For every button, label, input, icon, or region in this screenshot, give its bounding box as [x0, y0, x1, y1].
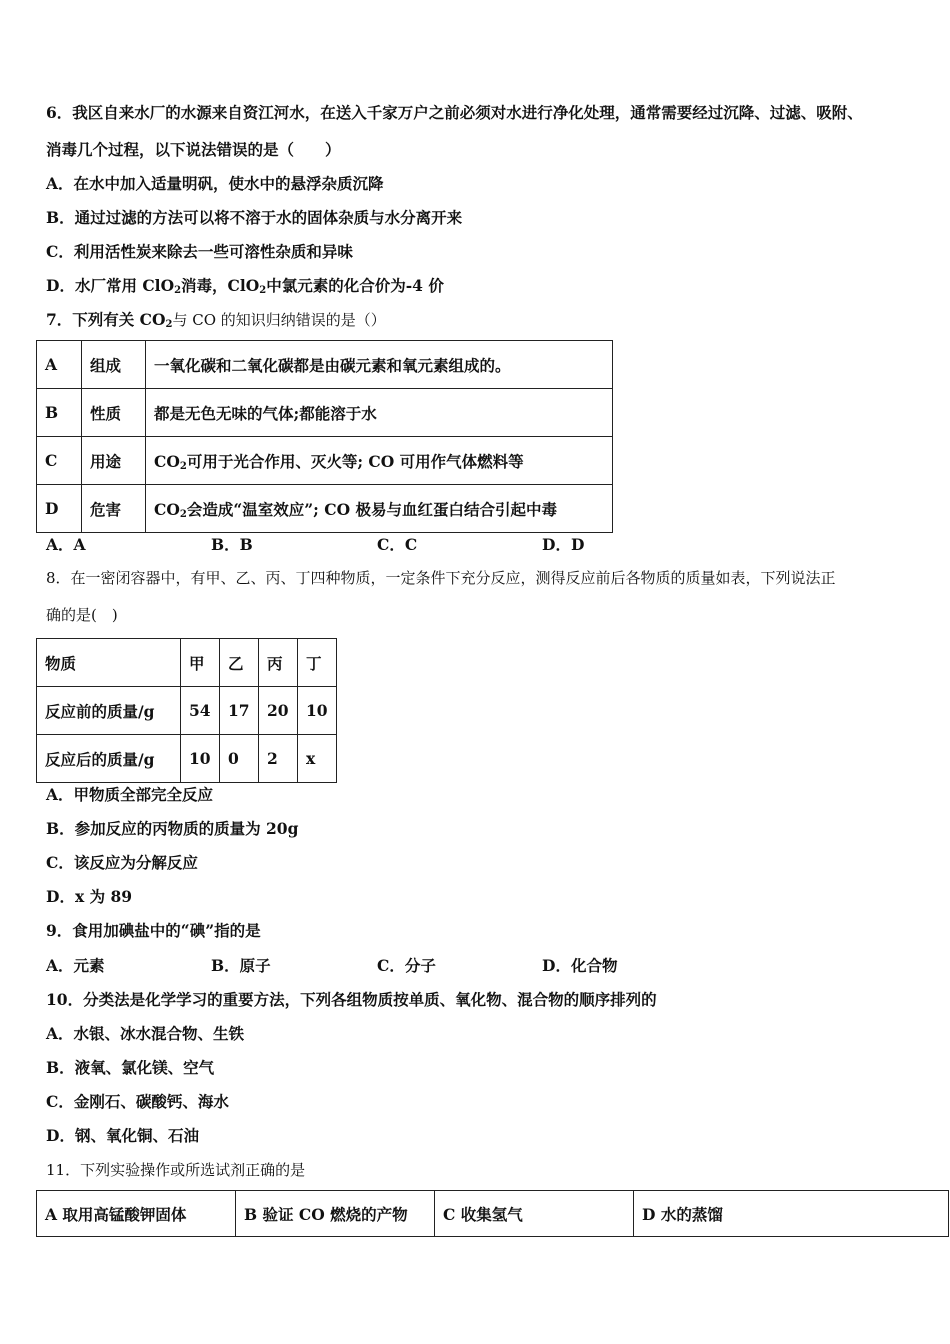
- q8-cell: 54: [181, 687, 220, 735]
- q8-cell: 物质: [37, 639, 181, 687]
- q8-option-b: B．参加反应的丙物质的质量为 20g: [46, 819, 299, 838]
- q7-row-content: 都是无色无味的气体;都能溶于水: [146, 389, 613, 437]
- q11-header-b: B 验证 CO 燃烧的产物: [236, 1191, 435, 1237]
- q6-option-d: D．水厂常用 ClO$_2$消毒，ClO$_2$中氯元素的化合价为-4 价: [46, 276, 444, 296]
- q8-cell: 10: [181, 735, 220, 783]
- q9-option-c: C．分子: [377, 956, 436, 975]
- q7-row-content: 一氧化碳和二氧化碳都是由碳元素和氧元素组成的。: [146, 341, 613, 389]
- q7-row-b: [37, 389, 613, 437]
- q7-stem: 7．下列有关 $CO_2$与 CO 的知识归纳错误的是（）: [46, 310, 386, 330]
- q10-stem: 10．分类法是化学学习的重要方法，下列各组物质按单质、氧化物、混合物的顺序排列的: [46, 990, 657, 1009]
- q6-stem-line2: 消毒几个过程，以下说法错误的是（ ）: [46, 140, 341, 159]
- q8-cell: x: [298, 735, 337, 783]
- q8-cell: 甲: [181, 639, 220, 687]
- q7-option-d: D．D: [542, 535, 585, 554]
- q8-cell: 丙: [259, 639, 298, 687]
- q8-stem-line1: 8．在一密闭容器中，有甲、乙、丙、丁四种物质，一定条件下充分反应，测得反应前后各物质的质量如表，下列说法正: [46, 569, 836, 587]
- q11-header-a: A 取用高锰酸钾固体: [37, 1191, 236, 1237]
- q6-stem-line1: 6．我区自来水厂的水源来自资江河水，在送入千家万户之前必须对水进行净化处理，通常需要经过沉降、过滤、吸附、: [46, 103, 863, 122]
- q11-header-d: D 水的蒸馏: [634, 1191, 949, 1237]
- q11-header-c: C 收集氢气: [435, 1191, 634, 1237]
- q7-option-c: C．C: [377, 535, 418, 554]
- q8-cell: 20: [259, 687, 298, 735]
- q8-table-header-row: [37, 639, 337, 687]
- q8-cell: 0: [220, 735, 259, 783]
- q7-option-a: A．A: [46, 535, 86, 554]
- q7-row-category: 性质: [82, 389, 146, 437]
- q10-option-c: C．金刚石、碳酸钙、海水: [46, 1092, 229, 1111]
- q7-row-a: [37, 341, 613, 389]
- q7-row-key: B: [37, 389, 82, 437]
- q6-option-a: A．在水中加入适量明矾，使水中的悬浮杂质沉降: [46, 174, 384, 193]
- q8-stem-line2: 确的是( ): [46, 606, 118, 624]
- q8-cell: 反应前的质量/g: [37, 687, 181, 735]
- q7-row-d: [37, 485, 613, 533]
- q7-row-category: 组成: [82, 341, 146, 389]
- q8-table: [36, 638, 337, 783]
- q6-option-b: B．通过过滤的方法可以将不溶于水的固体杂质与水分离开来: [46, 208, 463, 227]
- q8-table-row: [37, 735, 337, 783]
- q10-option-b: B．液氧、氯化镁、空气: [46, 1058, 215, 1077]
- q10-option-d: D．钢、氧化铜、石油: [46, 1126, 199, 1145]
- q8-option-c: C．该反应为分解反应: [46, 853, 198, 872]
- q8-cell: 2: [259, 735, 298, 783]
- q8-cell: 乙: [220, 639, 259, 687]
- q7-row-category: 用途: [82, 437, 146, 485]
- q10-option-a: A．水银、冰水混合物、生铁: [46, 1024, 245, 1043]
- q11-table: [36, 1190, 949, 1237]
- q11-stem: 11．下列实验操作或所选试剂正确的是: [46, 1161, 306, 1179]
- q7-row-category: 危害: [82, 485, 146, 533]
- q9-option-d: D．化合物: [542, 956, 618, 975]
- q8-option-d: D．x 为 89: [46, 887, 133, 906]
- q7-row-content: $CO_2$会造成“温室效应”; CO 极易与血红蛋白结合引起中毒: [146, 485, 613, 533]
- q7-table: [36, 340, 613, 533]
- q11-header-row: [37, 1191, 949, 1237]
- q9-option-a: A．元素: [46, 956, 105, 975]
- q8-option-a: A．甲物质全部完全反应: [46, 785, 214, 804]
- q7-row-content: $CO_2$可用于光合作用、灭火等; CO 可用作气体燃料等: [146, 437, 613, 485]
- q8-cell: 17: [220, 687, 259, 735]
- q7-row-key: A: [37, 341, 82, 389]
- q8-table-row: [37, 687, 337, 735]
- q7-row-key: C: [37, 437, 82, 485]
- q7-row-c: [37, 437, 613, 485]
- q7-row-key: D: [37, 485, 82, 533]
- q9-option-b: B．原子: [211, 956, 271, 975]
- q8-cell: 10: [298, 687, 337, 735]
- q8-cell: 反应后的质量/g: [37, 735, 181, 783]
- q6-option-c: C．利用活性炭来除去一些可溶性杂质和异味: [46, 242, 353, 261]
- q7-option-b: B．B: [211, 535, 253, 554]
- q9-stem: 9．食用加碘盐中的“碘”指的是: [46, 921, 261, 940]
- q8-cell: 丁: [298, 639, 337, 687]
